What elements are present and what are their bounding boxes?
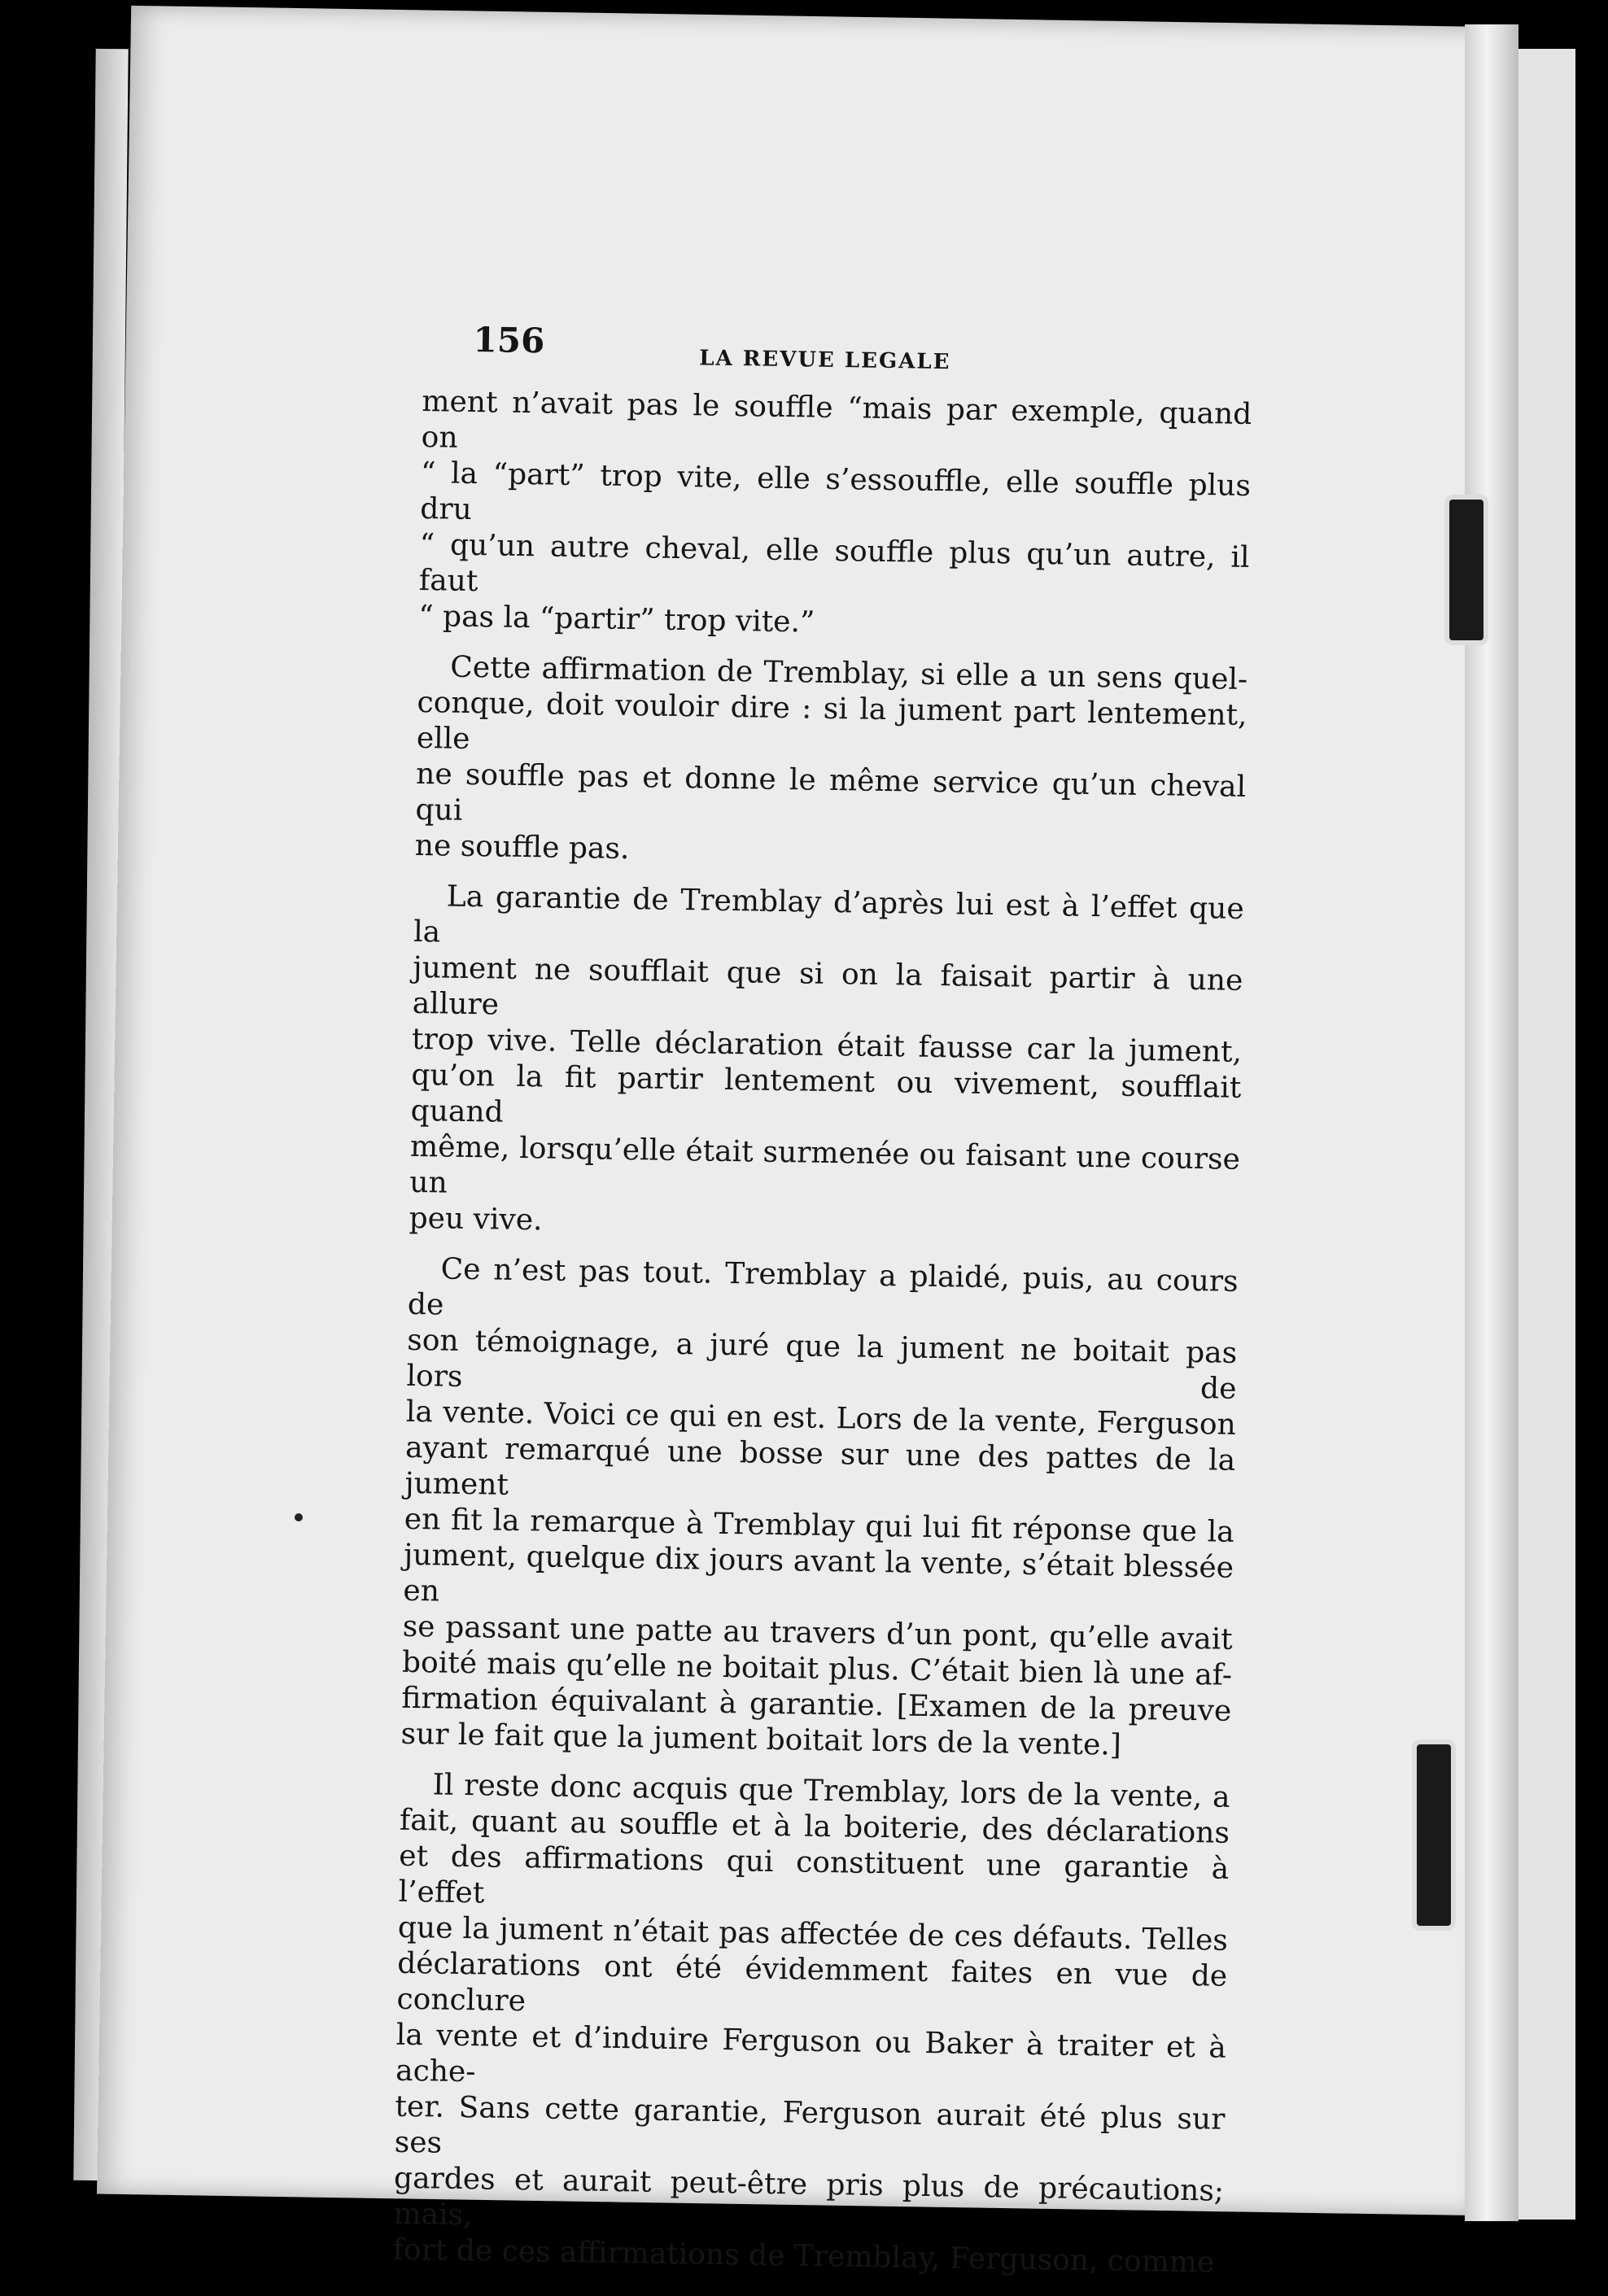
paragraph-4 bbox=[400, 1251, 1239, 1766]
text-line: Ce n’est pas tout. Tremblay a plaidé, puis, au cours de bbox=[407, 1252, 1239, 1322]
binding-clip-top bbox=[1444, 495, 1488, 645]
text-line: se passant une patte au travers d’un pont, qu’elle avait bbox=[402, 1609, 1233, 1657]
running-head bbox=[422, 319, 1253, 397]
text-line: sur le fait que la jument boitait lors de la vente.] bbox=[400, 1717, 1122, 1762]
text-line: la vente et d’induire Ferguson ou Baker à traiter et à ache- bbox=[395, 2018, 1227, 2089]
text-line: en fit la remarque à Tremblay qui lui fit réponse que la bbox=[404, 1502, 1235, 1549]
text-line: gardes et aurait peut-être pris plus de précautions; mais, bbox=[393, 2161, 1225, 2233]
text-line: jument ne soufflait que si on la faisait partir à une allure bbox=[412, 950, 1243, 1022]
paragraph-5 bbox=[392, 1767, 1230, 2281]
book-spine bbox=[1465, 24, 1518, 2221]
text-line: ne souffle pas. bbox=[414, 828, 630, 866]
page-number: 156 bbox=[473, 319, 545, 361]
text-line: déclarations ont été évidemment faites en vue de conclure bbox=[396, 1946, 1228, 2019]
text-line: fait, quant au souffle et à la boiterie, des déclarations bbox=[399, 1803, 1230, 1850]
text-line: son témoignage, a juré que la jument ne boitait pas lors de bbox=[406, 1323, 1238, 1406]
text-line: la vente. Voici ce qui en est. Lors de la vente, Ferguson bbox=[405, 1395, 1237, 1442]
text-line: qu’on la fit partir lentement ou vivement, soufflait quand bbox=[410, 1058, 1242, 1129]
text-line: La garantie de Tremblay d’après lui est à l’effet que la bbox=[413, 880, 1245, 949]
paragraph-1 bbox=[418, 384, 1252, 648]
text-line: firmation équivalant à garantie. [Examen de la preuve bbox=[401, 1681, 1232, 1728]
text-line: boité mais qu’elle ne boitait plus. C’était bien là une af- bbox=[401, 1645, 1233, 1692]
text-line: “ qu’un autre cheval, elle souffle plus qu’un autre, il faut bbox=[418, 527, 1250, 599]
text-line: ayant remarqué une bosse sur une des pattes de la jument bbox=[404, 1430, 1236, 1502]
text-line: jument, quelque dix jours avant la vente, s’était blessée en bbox=[403, 1538, 1234, 1609]
ink-speck bbox=[295, 1513, 303, 1521]
journal-title: LA REVUE LEGALE bbox=[699, 346, 951, 375]
page-content bbox=[392, 319, 1253, 2296]
text-line: Cette affirmation de Tremblay, si elle a un sens quel- bbox=[449, 650, 1248, 696]
paragraph-2 bbox=[414, 649, 1248, 877]
text-line: ter. Sans cette garantie, Ferguson aurait été plus sur ses bbox=[394, 2089, 1226, 2160]
text-line: Il reste donc acquis que Tremblay, lors de la vente, a bbox=[432, 1768, 1230, 1814]
text-line: ne souffle pas et donne le même service qu’un cheval qui bbox=[415, 757, 1247, 827]
text-line: “ pas la “partir” trop vite.” bbox=[417, 599, 815, 639]
text-line: et des affirmations qui constituent une garantie à l’effet bbox=[398, 1839, 1230, 1910]
text-line: “ la “part” trop vite, elle s’essouffle, elle souffle plus dru bbox=[420, 456, 1252, 526]
binding-clip-bottom bbox=[1412, 1739, 1456, 1931]
text-line: conque, doit vouloir dire : si la jument part lentement, elle bbox=[416, 685, 1248, 756]
text-line: peu vive. bbox=[409, 1201, 543, 1237]
facing-page-edge bbox=[1518, 49, 1575, 2220]
text-line: même, lorsqu’elle était surmenée ou faisant une course un bbox=[409, 1129, 1241, 1200]
text-line: que la jument n’était pas affectée de ces défauts. Telles bbox=[397, 1910, 1229, 1958]
body-text bbox=[392, 384, 1252, 2281]
text-line: trop vive. Telle déclaration était fausse car la jument, bbox=[411, 1022, 1243, 1069]
paragraph-3 bbox=[409, 879, 1244, 1250]
text-line: ment n’avait pas le souffle “mais par exemple, quand on bbox=[421, 384, 1252, 455]
text-line: fort de ces affirmations de Tremblay, Ferguson, comme bbox=[392, 2233, 1215, 2280]
